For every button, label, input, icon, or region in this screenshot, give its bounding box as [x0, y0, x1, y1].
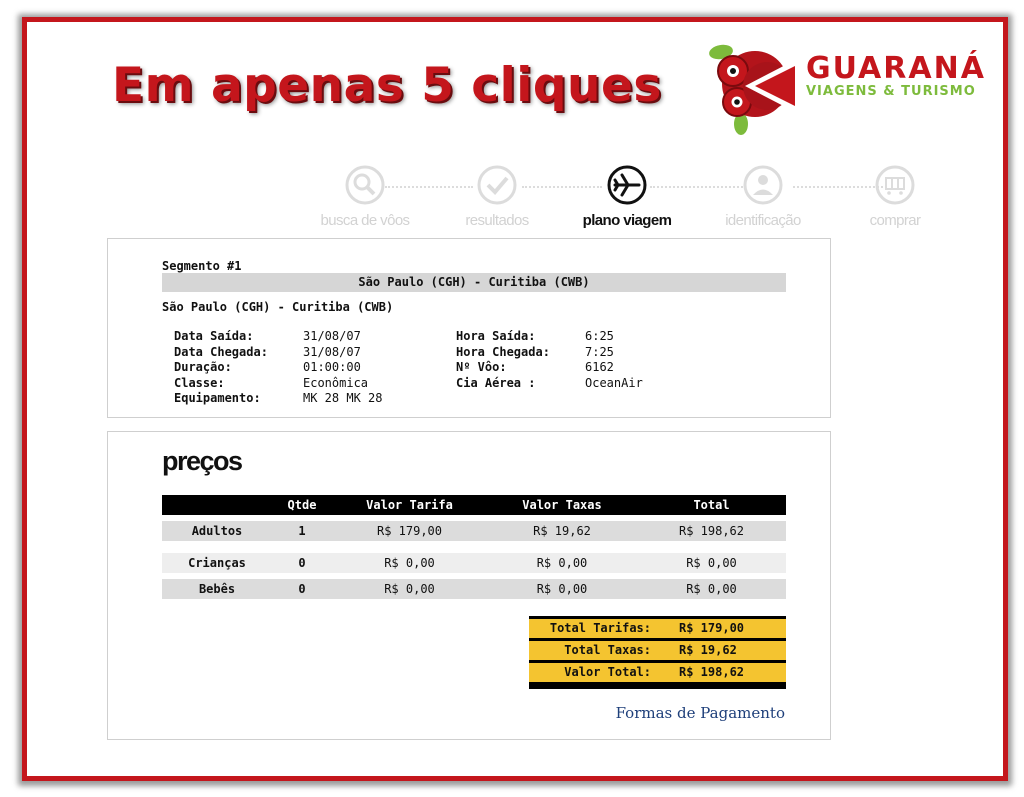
- table-cell: 1: [298, 524, 306, 538]
- segment-route: São Paulo (CGH) - Curitiba (CWB): [162, 300, 394, 314]
- total-row: [529, 641, 786, 660]
- total-value: R$ 179,00: [679, 621, 745, 635]
- table-cell: 0: [298, 556, 306, 570]
- payment-methods-link[interactable]: Formas de Pagamento: [615, 704, 785, 722]
- column-header: Valor Taxas: [522, 498, 602, 512]
- segment-route-bar: São Paulo (CGH) - Curitiba (CWB): [162, 273, 786, 292]
- total-value: R$ 19,62: [679, 643, 737, 657]
- field-value: 7:25: [585, 344, 614, 359]
- total-label: Valor Total:: [564, 665, 651, 679]
- step-label: busca de vôos: [320, 212, 410, 229]
- left-keys: [174, 329, 304, 407]
- flight-details-panel: [107, 238, 831, 418]
- prices-title: preços: [162, 446, 242, 476]
- field-label: Hora Chegada:: [456, 344, 550, 359]
- field-label: Data Chegada:: [174, 344, 268, 359]
- total-row: [529, 663, 786, 682]
- logo-subtitle: VIAGENS & TURISMO: [806, 84, 976, 99]
- table-cell: R$ 19,62: [533, 524, 591, 538]
- booking-steps: [300, 164, 940, 234]
- total-value: R$ 198,62: [679, 665, 745, 679]
- table-cell: R$ 0,00: [536, 582, 588, 596]
- step-label-active: plano viagem: [582, 212, 672, 229]
- slide-title: Em apenas 5 cliques: [112, 58, 662, 113]
- table-cell: R$ 0,00: [686, 556, 737, 570]
- left-values: [303, 329, 443, 407]
- step-comprar[interactable]: [830, 164, 960, 229]
- total-label: Total Tarifas:: [549, 621, 651, 635]
- total-label: Total Taxas:: [564, 643, 651, 657]
- column-header: Valor Tarifa: [366, 498, 453, 512]
- logo-name: GUARANÁ: [806, 51, 986, 86]
- field-label: Cia Aérea :: [456, 375, 536, 390]
- step-label: comprar: [869, 212, 921, 229]
- column-header: Total: [693, 498, 730, 512]
- field-label: Equipamento:: [174, 391, 261, 405]
- table-cell: R$ 0,00: [536, 556, 588, 570]
- field-label: Data Saída:: [174, 329, 254, 343]
- table-cell: Crianças: [188, 556, 246, 570]
- user-icon: [742, 164, 784, 206]
- prices-panel: [107, 431, 831, 740]
- field-label: Nº Vôo:: [456, 360, 507, 374]
- right-values: [585, 329, 705, 391]
- table-cell: R$ 179,00: [376, 524, 443, 538]
- guarana-logo: [703, 36, 1001, 136]
- table-cell: Bebês: [198, 582, 236, 596]
- table-cell: 0: [298, 582, 306, 596]
- field-value: 6:25: [585, 329, 614, 343]
- field-value: 31/08/07: [303, 329, 361, 343]
- totals-box: [529, 616, 786, 689]
- field-label: Hora Saída:: [456, 329, 536, 343]
- total-row: [529, 619, 786, 638]
- column-header: Qtde: [287, 498, 317, 512]
- table-cell: R$ 198,62: [678, 524, 745, 538]
- cart-icon: [874, 164, 916, 206]
- table-row: [162, 553, 786, 573]
- field-value: Econômica: [303, 375, 369, 390]
- field-value: OceanAir: [585, 375, 643, 390]
- step-resultados[interactable]: [432, 164, 562, 229]
- right-keys: [456, 329, 586, 391]
- table-cell: R$ 0,00: [686, 582, 737, 596]
- field-value: MK 28 MK 28: [303, 391, 383, 405]
- guarana-fruit-logo-icon: [703, 36, 803, 136]
- check-icon: [476, 164, 518, 206]
- field-label: Duração:: [174, 360, 232, 374]
- table-cell: R$ 0,00: [384, 556, 435, 570]
- table-row: [162, 579, 786, 599]
- step-label: identificação: [725, 212, 801, 229]
- table-cell: R$ 0,00: [384, 582, 435, 596]
- search-icon: [344, 164, 386, 206]
- step-identificacao[interactable]: [698, 164, 828, 229]
- table-cell: Adultos: [191, 524, 243, 538]
- step-label: resultados: [465, 212, 529, 229]
- segment-title: Segmento #1: [162, 259, 242, 273]
- field-value: 01:00:00: [303, 360, 361, 374]
- field-value: 6162: [585, 360, 614, 374]
- field-value: 31/08/07: [303, 344, 361, 359]
- step-busca-de-voos[interactable]: [300, 164, 430, 229]
- table-row: [162, 521, 786, 541]
- table-header-row: [162, 495, 786, 515]
- step-plano-viagem[interactable]: [562, 164, 692, 229]
- airplane-icon: [606, 164, 648, 206]
- field-label: Classe:: [174, 375, 225, 390]
